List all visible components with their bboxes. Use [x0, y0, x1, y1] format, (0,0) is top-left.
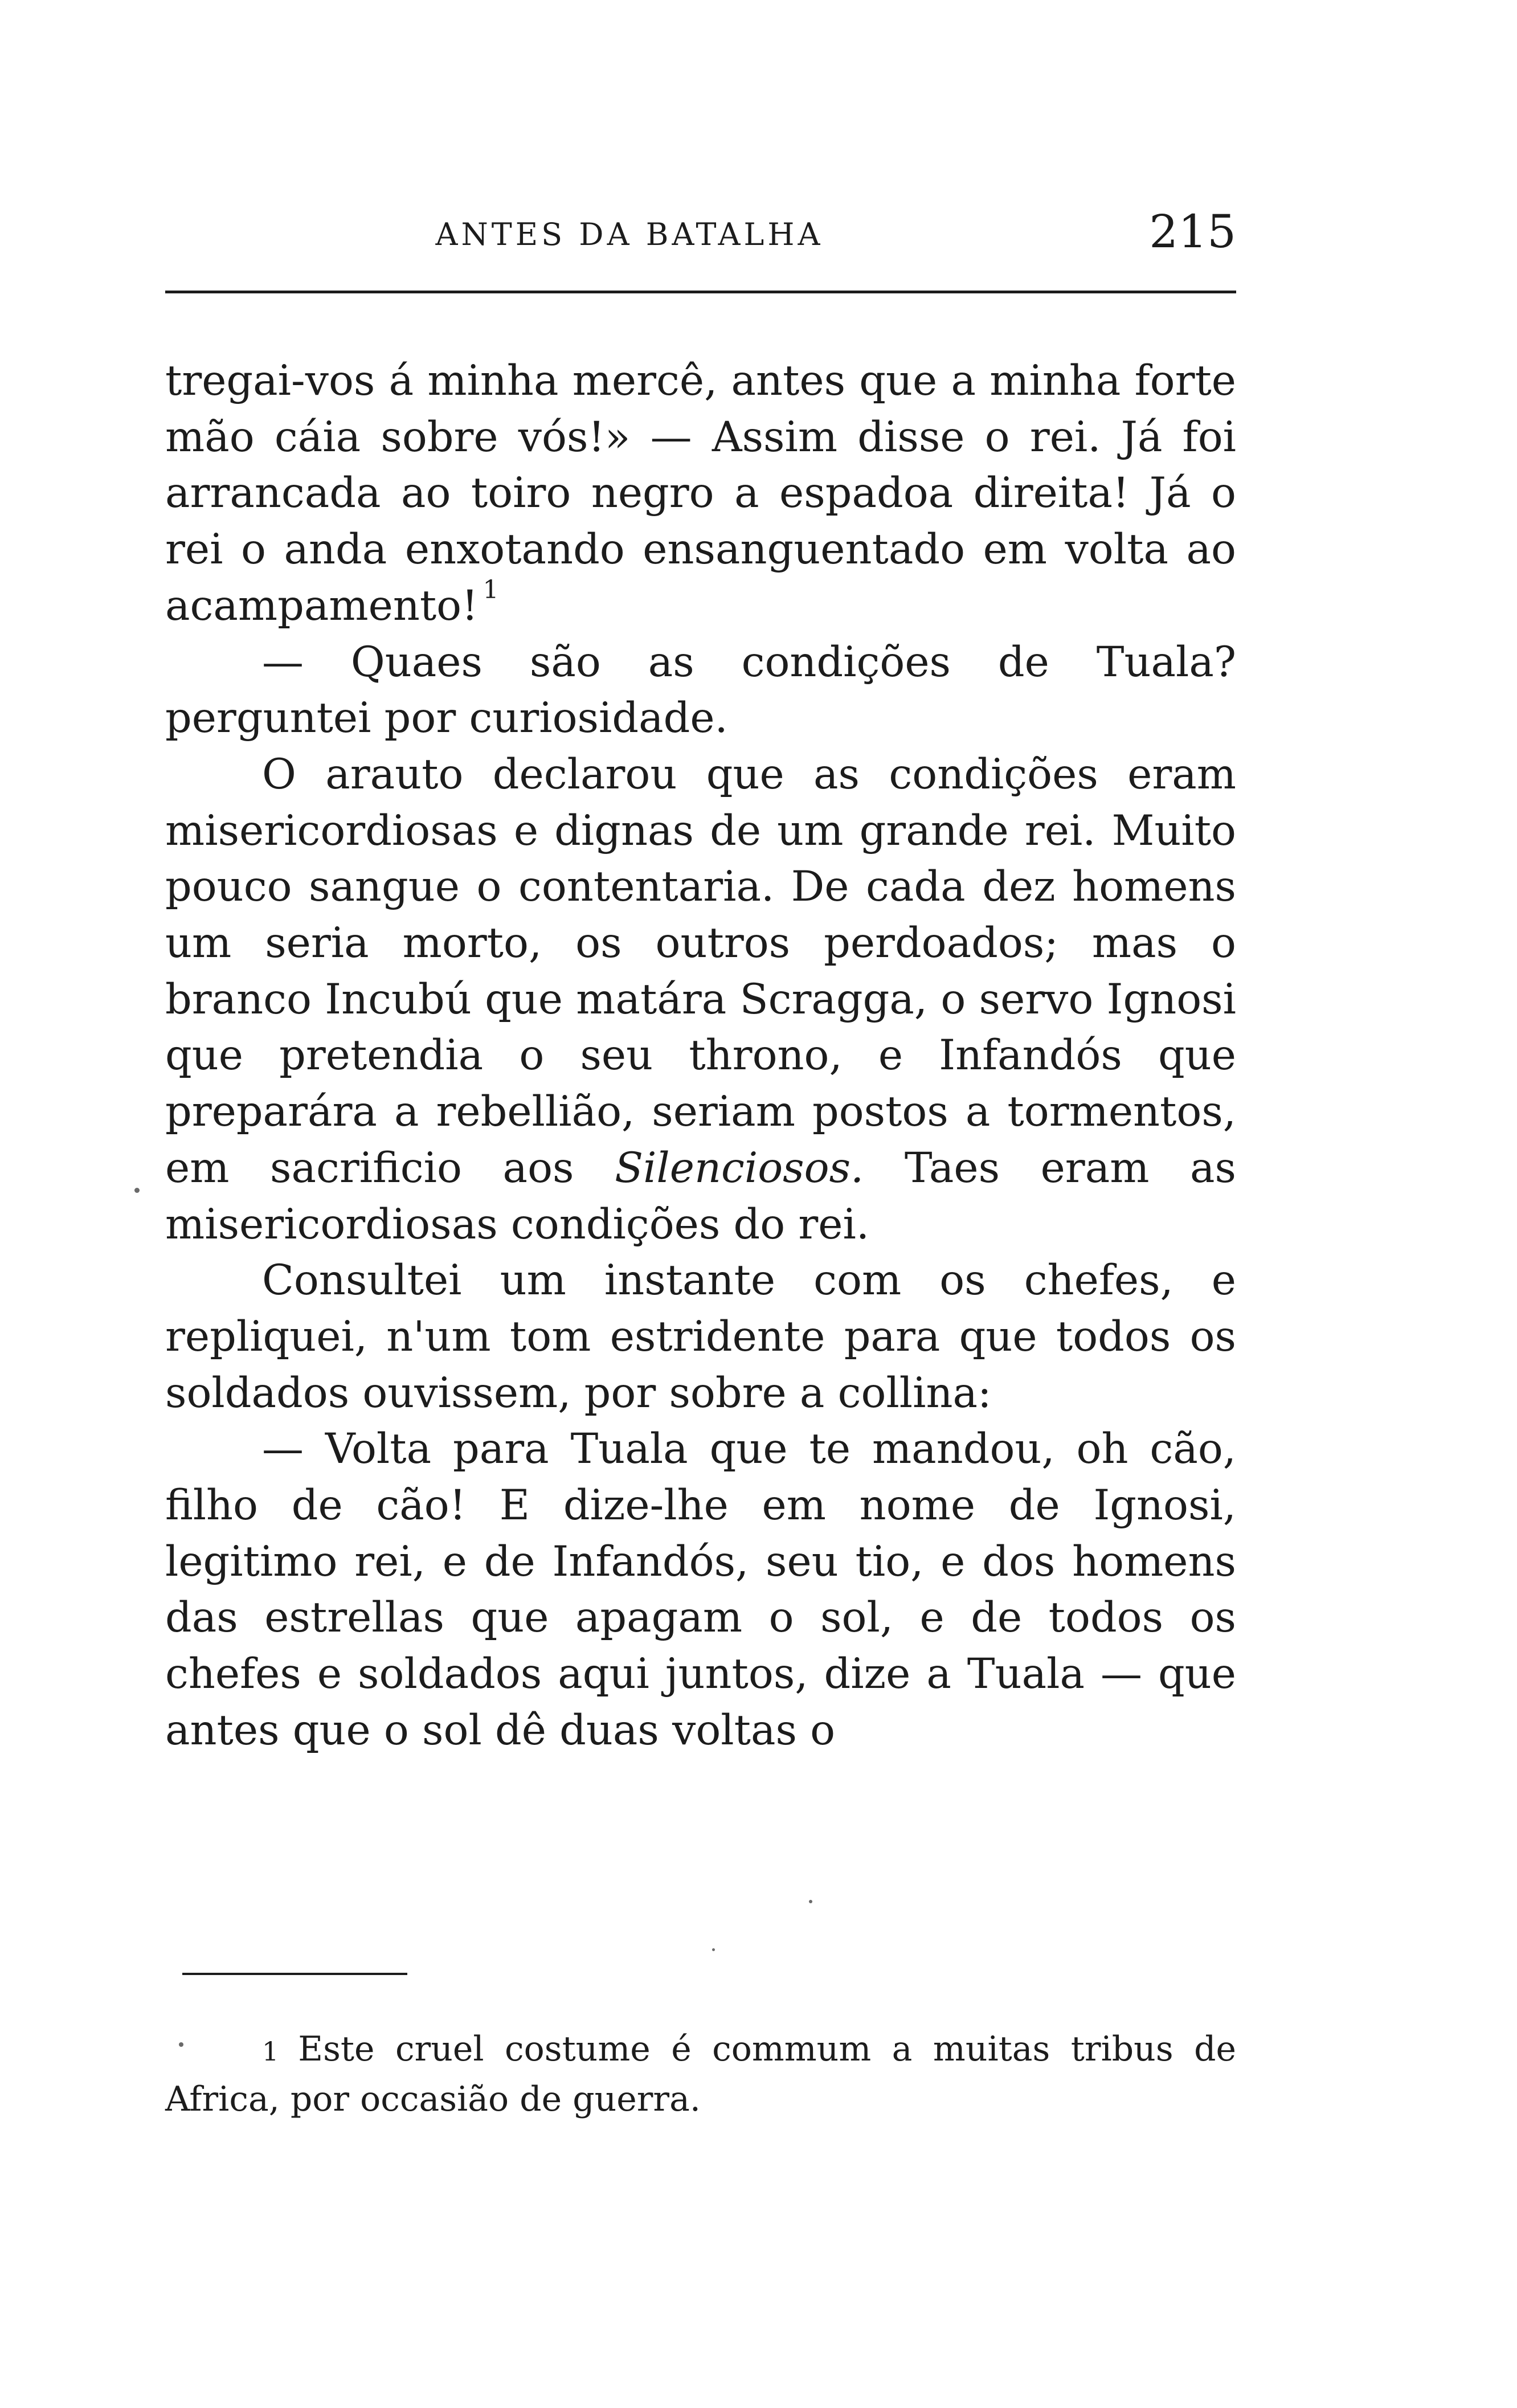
paragraph-4: Consultei um instante com os chefes, e repliquei, n'um tom estridente para que todos os soldados ouvissem, por sobre a collina:: [165, 1256, 1236, 1417]
footnote-rule: [182, 1973, 407, 1975]
paragraph-1-text: tregai-vos á minha mercê, antes que a minha forte mão cáia sobre vós!» — Assim disse o rei. Já foi arrancada ao toiro negro a espadoa direita! Já o rei o anda enxotando ensanguentado em volta ao acampamento!: [165, 357, 1236, 630]
paragraph-1: [165, 353, 1236, 635]
print-speck: [179, 2042, 183, 2047]
footnote-ref-1: 1: [483, 575, 499, 604]
paragraph-3-text-a: O arauto declarou que as condições eram misericordiosas e dignas de um grande rei. Muito pouco sangue o contentaria. De cada dez homens um seria morto, os outros perdoados; mas o branco Incubú que matára Scragga, o servo Ignosi que pretendia o seu throno, e Infandós que preparára a rebellião, seriam postos a tormentos, em sacrificio aos: [165, 750, 1236, 1192]
print-speck: [809, 1900, 812, 1903]
running-head: [165, 205, 1236, 268]
paragraph-5: — Volta para Tuala que te mandou, oh cão, filho de cão! E dize-lhe em nome de Ignosi, legitimo rei, e de Infandós, seu tio, e dos homens das estrellas que apagam o sol, e de todos os chefes e soldados aqui juntos, dize a Tuala — que antes que o sol dê duas voltas o: [165, 1425, 1236, 1755]
print-speck: [134, 1188, 140, 1193]
running-title: ANTES DA BATALHA: [435, 216, 824, 252]
footnote-text: Este cruel costume é commum a muitas tribus de Africa, por occasião de guerra.: [165, 2029, 1236, 2119]
paragraph-3: [165, 747, 1236, 1253]
body-text: [165, 353, 1236, 1759]
paragraph-3-text-b: Taes eram as misericordiosas condições do rei.: [165, 1143, 1236, 1249]
page-number: 215: [1149, 205, 1236, 258]
paragraph-3-italic: Silenciosos.: [615, 1143, 864, 1192]
footnote-marker: 1: [262, 2036, 279, 2067]
footnote: [165, 2025, 1236, 2123]
paragraph-2: — Quaes são as condições de Tuala? perguntei por curiosidade.: [165, 637, 1236, 743]
header-rule: [165, 291, 1236, 293]
print-speck: [712, 1948, 715, 1951]
footnote-paragraph: [165, 2025, 1236, 2123]
